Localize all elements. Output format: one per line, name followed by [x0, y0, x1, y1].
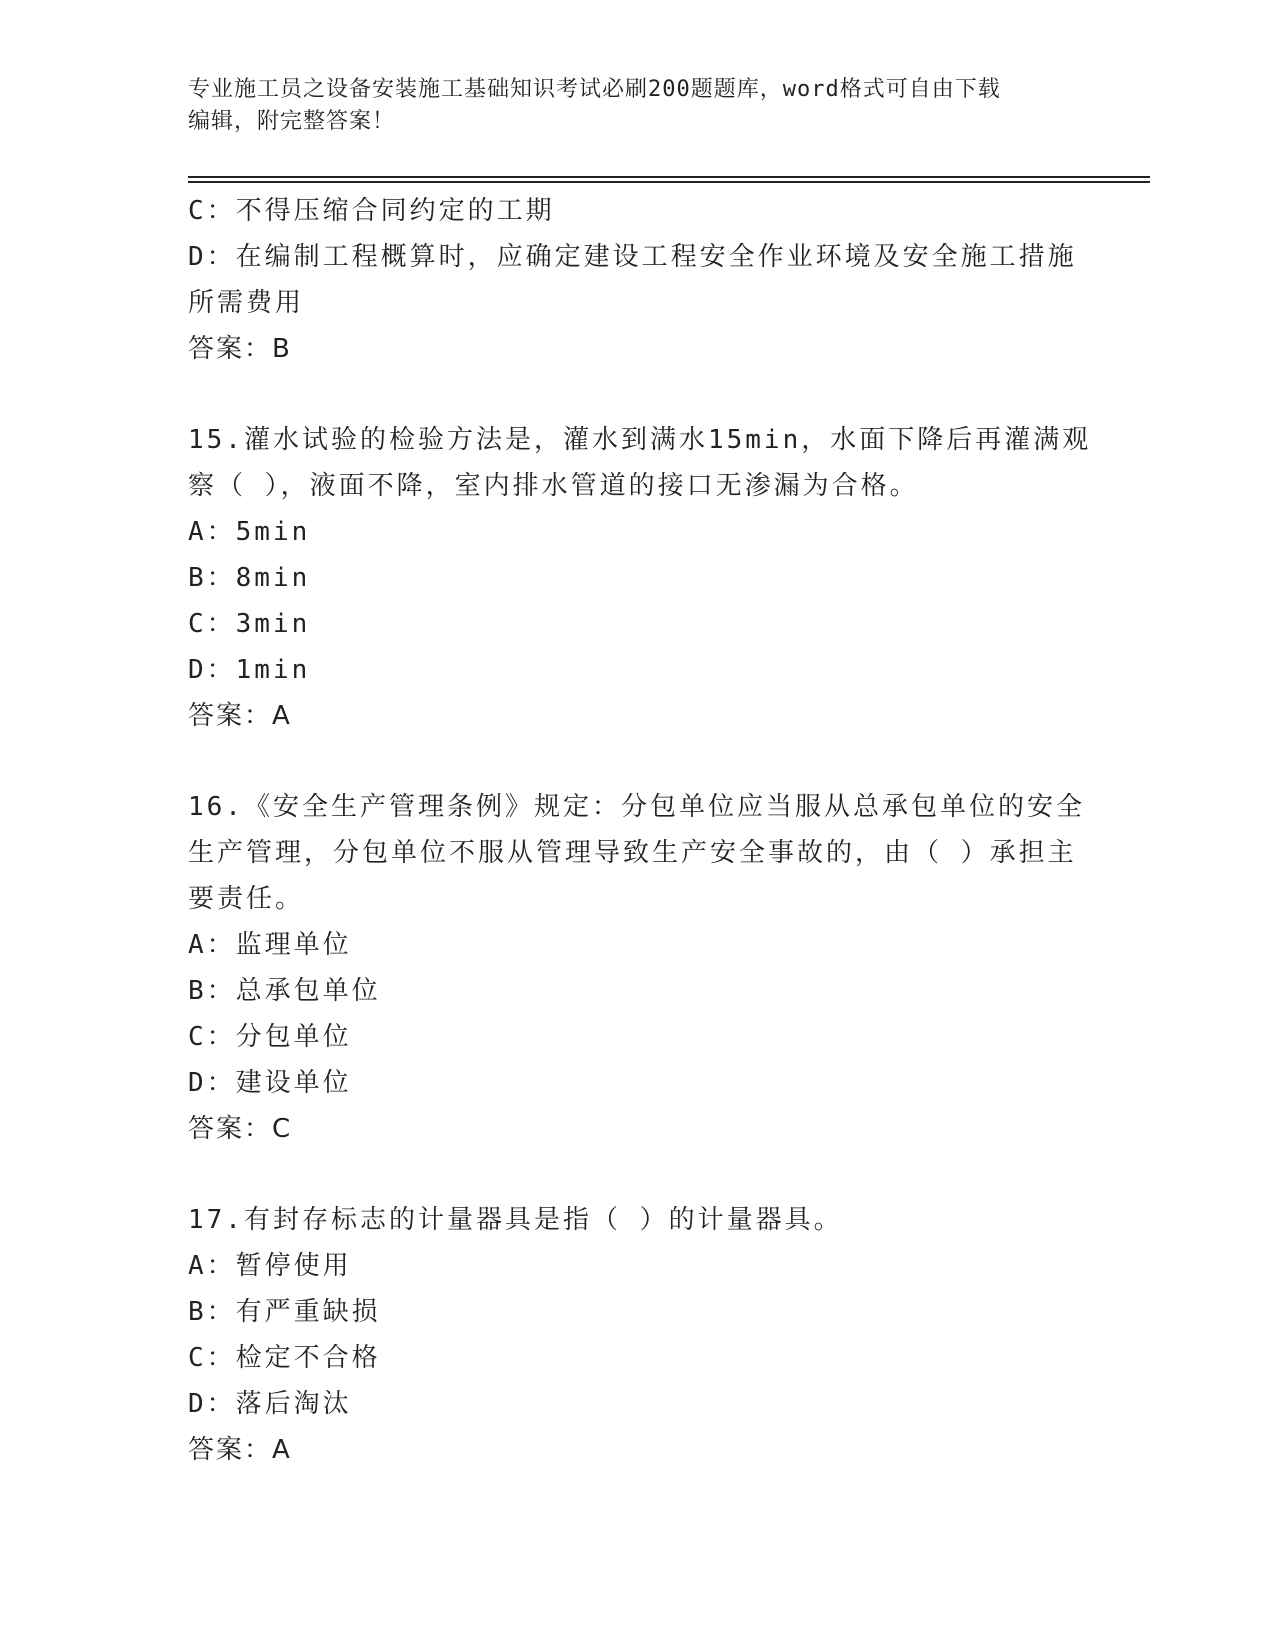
answer-label: 答案：C: [188, 1114, 293, 1144]
question-stem: 16.《安全生产管理条例》规定：分包单位应当服从总承包单位的安全: [188, 792, 1085, 822]
option-d: D：建设单位: [188, 1068, 352, 1098]
question-block-17: [188, 1197, 1088, 1473]
spacer: [188, 372, 1088, 417]
spacer: [188, 1152, 1088, 1197]
option-d: D：1min: [188, 655, 311, 685]
option-a: A：监理单位: [188, 930, 352, 960]
question-block-previous: [188, 188, 1088, 372]
option-d: D：落后淘汰: [188, 1389, 352, 1419]
question-stem-continued: 要责任。: [188, 884, 305, 914]
question-stem: 17.有封存标志的计量器具是指（ ）的计量器具。: [188, 1205, 843, 1235]
option-d-continued: 所需费用: [188, 288, 305, 318]
option-c: C：不得压缩合同约定的工期: [188, 196, 555, 226]
question-stem-continued: 生产管理，分包单位不服从管理导致生产安全事故的，由（ ）承担主: [188, 838, 1077, 868]
answer-label: 答案：A: [188, 701, 292, 731]
question-list: [188, 188, 1092, 1473]
document-header: [188, 74, 1068, 138]
header-divider-top: [188, 176, 1150, 178]
option-b: B：有严重缺损: [188, 1297, 381, 1327]
option-a: A：暂停使用: [188, 1251, 352, 1281]
option-b: B：总承包单位: [188, 976, 381, 1006]
question-block-15: [188, 417, 1092, 739]
answer-label: 答案：A: [188, 1435, 292, 1465]
option-b: B：8min: [188, 563, 311, 593]
question-block-16: [188, 784, 1088, 1152]
header-title-line-1: 专业施工员之设备安装施工基础知识考试必刷200题题库，word格式可自由下载: [188, 77, 1001, 102]
question-stem: 15.灌水试验的检验方法是，灌水到满水15min，水面下降后再灌满观: [188, 425, 1092, 455]
option-c: C：检定不合格: [188, 1343, 381, 1373]
header-title-line-2: 编辑，附完整答案！: [188, 109, 396, 134]
header-divider-bottom: [188, 181, 1150, 183]
question-stem-continued: 察（ ），液面不降，室内排水管道的接口无渗漏为合格。: [188, 471, 919, 501]
option-a: A：5min: [188, 517, 311, 547]
option-d: D：在编制工程概算时，应确定建设工程安全作业环境及安全施工措施: [188, 242, 1077, 272]
spacer: [188, 739, 1088, 784]
answer-label: 答案：B: [188, 334, 292, 364]
option-c: C：3min: [188, 609, 311, 639]
option-c: C：分包单位: [188, 1022, 352, 1052]
